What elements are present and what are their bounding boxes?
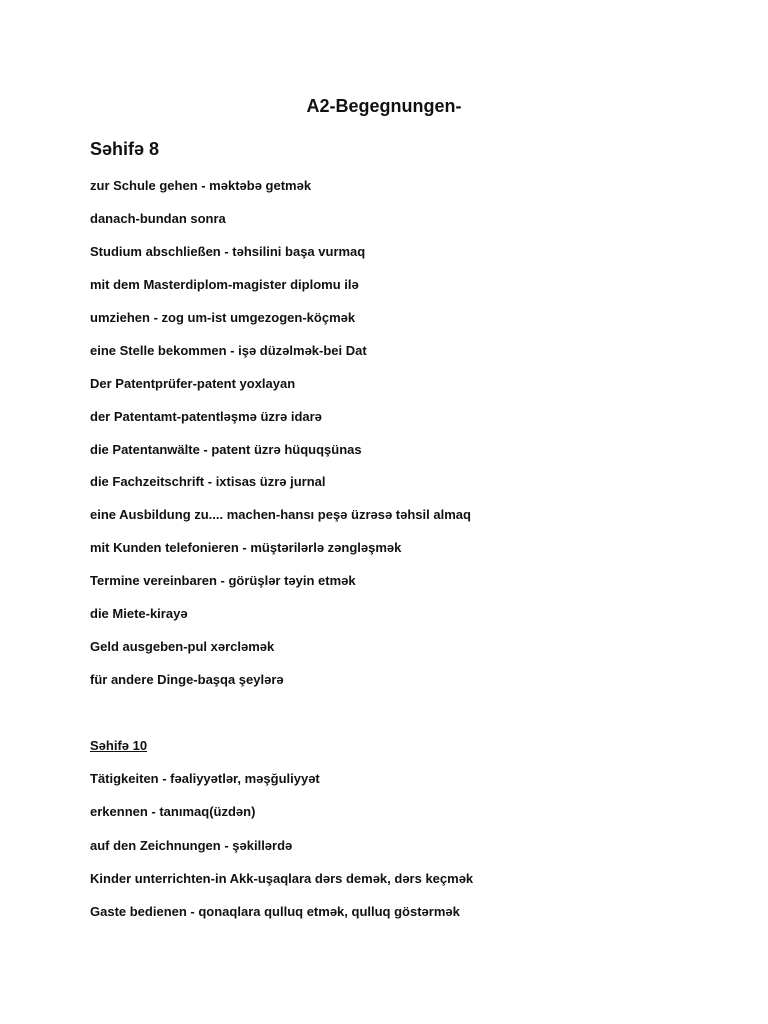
vocab-line: eine Ausbildung zu.... machen-hansı peşə üzrəsə təhsil almaq <box>90 507 471 522</box>
vocab-line: auf den Zeichnungen - şəkillərdə <box>90 838 293 853</box>
section-heading-page-10: Səhifə 10 <box>90 738 148 753</box>
vocab-line: mit Kunden telefonieren - müştərilərlə zəngləşmək <box>90 540 402 555</box>
vocab-line: der Patentamt-patentləşmə üzrə idarə <box>90 409 322 424</box>
vocab-line: Der Patentprüfer-patent yoxlayan <box>90 376 296 391</box>
vocab-line: umziehen - zog um-ist umgezogen-köçmək <box>90 310 356 325</box>
vocab-line: für andere Dinge-başqa şeylərə <box>90 672 284 687</box>
section-heading-page-8: Səhifə 8 <box>90 139 160 159</box>
vocab-line: mit dem Masterdiplom-magister diplomu ilə <box>90 277 359 292</box>
vocab-line: zur Schule gehen - məktəbə getmək <box>90 178 312 193</box>
vocab-line: erkennen - tanımaq(üzdən) <box>90 804 256 819</box>
vocab-line: die Patentanwälte - patent üzrə hüquqşünas <box>90 442 362 457</box>
vocab-line: Kinder unterrichten-in Akk-uşaqlara dərs demək, dərs keçmək <box>90 871 474 886</box>
vocab-line: Gaste bedienen - qonaqlara qulluq etmək, qulluq göstərmək <box>90 904 460 919</box>
vocab-line: die Fachzeitschrift - ixtisas üzrə jurnal <box>90 474 326 489</box>
vocab-line: Geld ausgeben-pul xərcləmək <box>90 639 275 654</box>
vocab-line: die Miete-kirayə <box>90 606 188 621</box>
document-title: A2-Begegnungen- <box>306 96 462 116</box>
vocab-line: Studium abschließen - təhsilini başa vurmaq <box>90 244 366 259</box>
vocab-line: danach-bundan sonra <box>90 211 226 226</box>
vocab-line: eine Stelle bekommen - işə düzəlmək-bei Dat <box>90 343 367 358</box>
vocab-line: Termine vereinbaren - görüşlər təyin etmək <box>90 573 356 588</box>
vocab-line: Tätigkeiten - fəaliyyətlər, məşğuliyyət <box>90 771 320 786</box>
